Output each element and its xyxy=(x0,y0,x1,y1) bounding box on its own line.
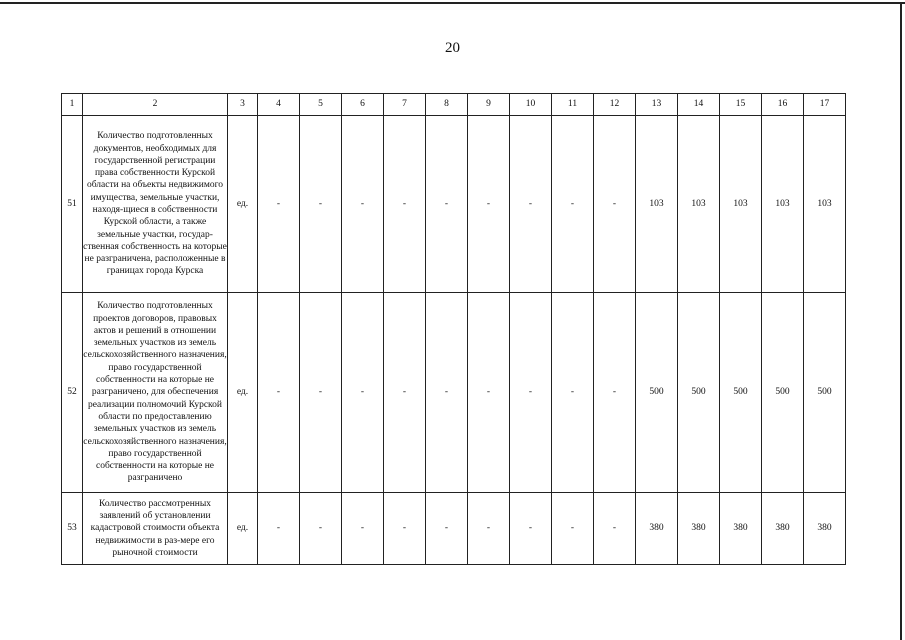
column-header: 13 xyxy=(636,94,678,116)
value-cell: 103 xyxy=(720,116,762,293)
value-cell: - xyxy=(510,293,552,493)
column-header: 16 xyxy=(762,94,804,116)
value-cell: 380 xyxy=(762,493,804,565)
value-cell: - xyxy=(552,293,594,493)
indicator-description: Количество подготовленных документов, необходимых для государственной регистрации права собственности Курской области на объекты недвижимого имущества, земельные участки, находя-щиеся в собственности Курской области, а также земельные участки, государ-ственная собственность на которые не разграничена, расположенные в границах города Курска xyxy=(83,116,228,293)
value-cell: 103 xyxy=(636,116,678,293)
value-cell: 500 xyxy=(804,293,846,493)
column-header: 3 xyxy=(228,94,258,116)
column-header: 14 xyxy=(678,94,720,116)
value-cell: - xyxy=(384,493,426,565)
unit-cell: ед. xyxy=(228,116,258,293)
table-row xyxy=(62,493,846,565)
value-cell: 380 xyxy=(804,493,846,565)
value-cell: - xyxy=(594,293,636,493)
value-cell: 500 xyxy=(678,293,720,493)
indicator-description: Количество рассмотренных заявлений об установлении кадастровой стоимости объекта недвижимости в раз-мере его рыночной стоимости xyxy=(83,493,228,565)
value-cell: 380 xyxy=(720,493,762,565)
value-cell: - xyxy=(342,293,384,493)
value-cell: - xyxy=(426,493,468,565)
table-row xyxy=(62,116,846,293)
value-cell: - xyxy=(384,293,426,493)
value-cell: - xyxy=(342,493,384,565)
value-cell: - xyxy=(300,293,342,493)
value-cell: - xyxy=(258,493,300,565)
column-header: 1 xyxy=(62,94,83,116)
row-number: 51 xyxy=(62,116,83,293)
row-number: 52 xyxy=(62,293,83,493)
value-cell: - xyxy=(510,116,552,293)
value-cell: 500 xyxy=(762,293,804,493)
column-header: 4 xyxy=(258,94,300,116)
column-header: 17 xyxy=(804,94,846,116)
page-number: 20 xyxy=(445,40,460,56)
value-cell: - xyxy=(594,493,636,565)
value-cell: - xyxy=(426,116,468,293)
value-cell: - xyxy=(510,493,552,565)
page-edge-right xyxy=(900,2,902,640)
column-header: 5 xyxy=(300,94,342,116)
value-cell: 380 xyxy=(636,493,678,565)
column-header: 9 xyxy=(468,94,510,116)
value-cell: - xyxy=(594,116,636,293)
value-cell: - xyxy=(258,116,300,293)
column-header: 11 xyxy=(552,94,594,116)
value-cell: 380 xyxy=(678,493,720,565)
value-cell: 103 xyxy=(804,116,846,293)
unit-cell: ед. xyxy=(228,493,258,565)
indicator-description: Количество подготовленных проектов договоров, правовых актов и решений в отношении земельных участков из земель сельскохозяйственного назначения, право государственной собственности на которые не разграничено, для обеспечения реализации полномочий Курской области по предоставлению земельных участков из земель сельскохозяйственного назначения, право государственной собственности на которые не разграничено xyxy=(83,293,228,493)
column-header: 12 xyxy=(594,94,636,116)
page-edge-top xyxy=(0,2,905,4)
value-cell: 500 xyxy=(720,293,762,493)
indicators-table xyxy=(61,93,846,565)
row-number: 53 xyxy=(62,493,83,565)
value-cell: - xyxy=(552,493,594,565)
column-header: 8 xyxy=(426,94,468,116)
value-cell: - xyxy=(342,116,384,293)
value-cell: - xyxy=(300,493,342,565)
value-cell: - xyxy=(300,116,342,293)
table-row xyxy=(62,293,846,493)
header-row xyxy=(62,94,846,116)
value-cell: 103 xyxy=(678,116,720,293)
value-cell: - xyxy=(426,293,468,493)
value-cell: - xyxy=(258,293,300,493)
value-cell: 103 xyxy=(762,116,804,293)
column-header: 2 xyxy=(83,94,228,116)
value-cell: 500 xyxy=(636,293,678,493)
unit-cell: ед. xyxy=(228,293,258,493)
column-header: 10 xyxy=(510,94,552,116)
value-cell: - xyxy=(468,116,510,293)
value-cell: - xyxy=(552,116,594,293)
column-header: 15 xyxy=(720,94,762,116)
value-cell: - xyxy=(384,116,426,293)
value-cell: - xyxy=(468,493,510,565)
value-cell: - xyxy=(468,293,510,493)
column-header: 6 xyxy=(342,94,384,116)
column-header: 7 xyxy=(384,94,426,116)
